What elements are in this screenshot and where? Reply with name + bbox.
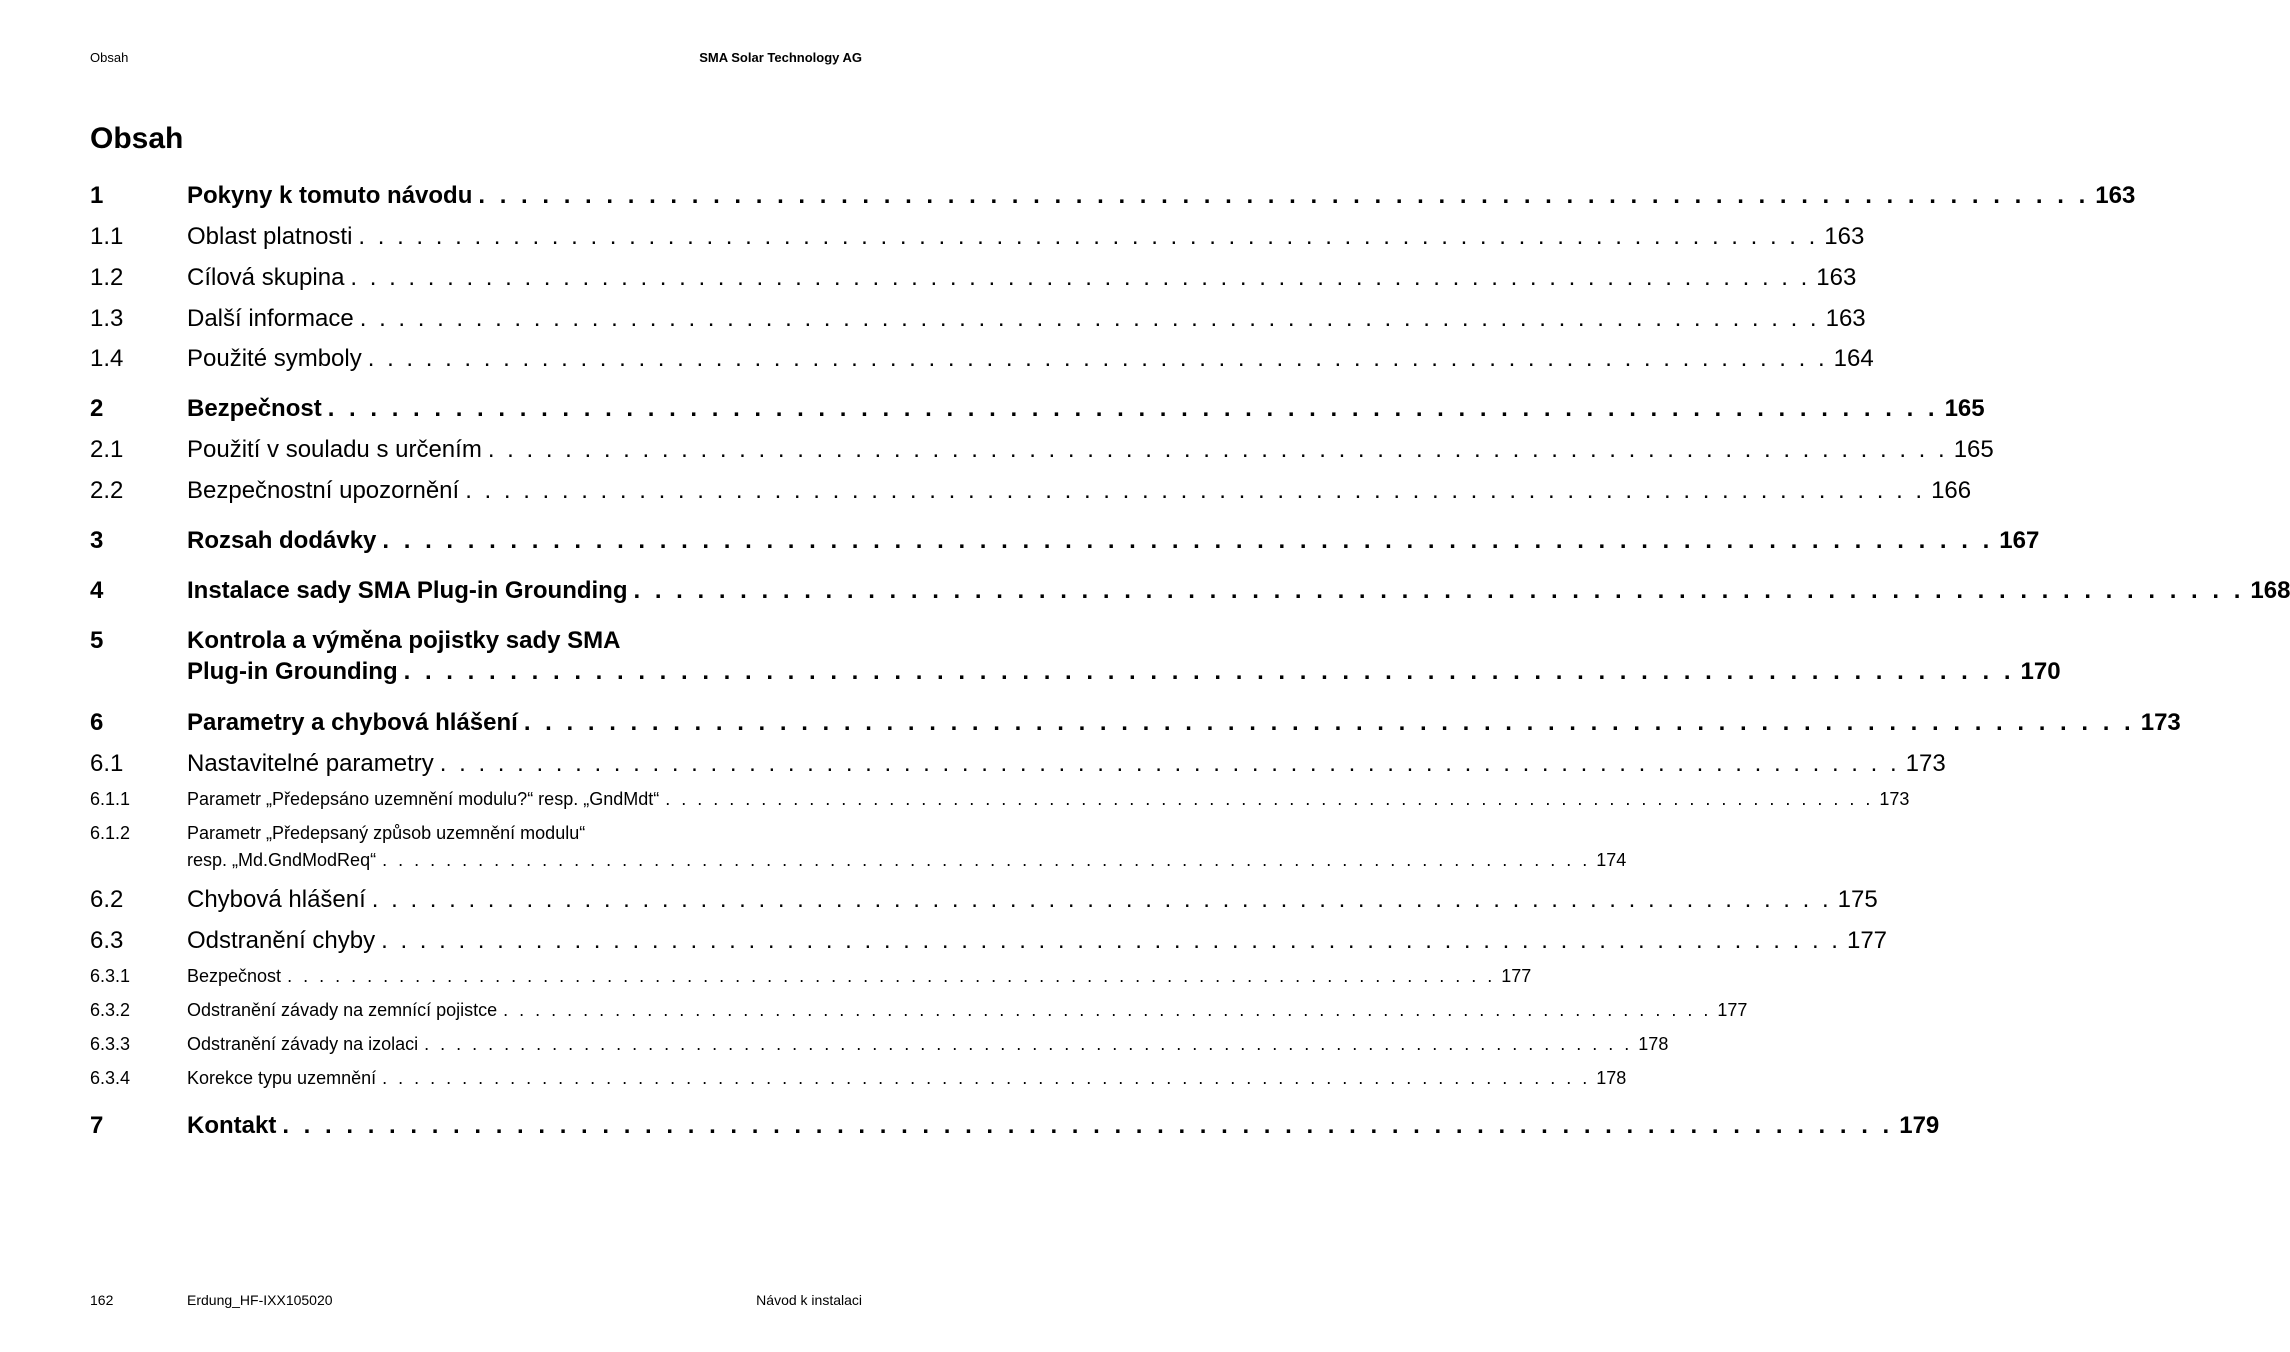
toc-number: 1 — [90, 182, 104, 209]
toc-page: 179 — [1899, 1112, 1940, 1139]
toc-number: 2.1 — [90, 436, 124, 463]
toc-number: 6.3 — [90, 927, 124, 954]
dot-leader: . . . . . . . . . . . . . . . . . . . . . . . . . . . . . . . . . . . . . . . . . . . . . . . . . . . . . . . . . . . . . . . . . . . . . . . . . . . . — [665, 789, 1874, 809]
toc-number: 7 — [90, 1112, 104, 1139]
toc-number: 1.3 — [90, 305, 124, 332]
toc-title: Nastavitelné parametry — [187, 750, 434, 777]
toc-number: 4 — [90, 577, 104, 604]
dot-leader: . . . . . . . . . . . . . . . . . . . . . . . . . . . . . . . . . . . . . . . . . . . . . . . . . . . . . . . . . . . . . . . . . . . . . . . . . . . . — [382, 850, 1591, 870]
toc-page: 173 — [1879, 789, 1910, 809]
toc-title: Bezpečnost — [187, 395, 322, 422]
toc-page: 173 — [2140, 709, 2181, 736]
toc-title: Použité symboly — [187, 345, 362, 372]
dot-leader: . . . . . . . . . . . . . . . . . . . . . . . . . . . . . . . . . . . . . . . . . . . . . . . . . . . . . . . . . . . . . . . . . . . . . . . . . . . . — [371, 886, 1832, 913]
toc-number: 5 — [90, 627, 104, 654]
toc-page: 163 — [2095, 182, 2136, 209]
toc-page: 178 — [1596, 1068, 1627, 1088]
toc-number: 1.4 — [90, 345, 124, 372]
document-id: Erdung_HF-IXX105020 — [187, 1292, 333, 1308]
toc-number: 6.2 — [90, 886, 124, 913]
dot-leader: . . . . . . . . . . . . . . . . . . . . . . . . . . . . . . . . . . . . . . . . . . . . . . . . . . . . . . . . . . . . . . . . . . . . . . . . . . . . — [327, 395, 1939, 422]
toc-page: 167 — [1999, 527, 2040, 554]
dot-leader: . . . . . . . . . . . . . . . . . . . . . . . . . . . . . . . . . . . . . . . . . . . . . . . . . . . . . . . . . . . . . . . . . . . . . . . . . . . . — [424, 1034, 1633, 1054]
dot-leader: . . . . . . . . . . . . . . . . . . . . . . . . . . . . . . . . . . . . . . . . . . . . . . . . . . . . . . . . . . . . . . . . . . . . . . . . . . . . — [287, 966, 1496, 986]
dot-leader: . . . . . . . . . . . . . . . . . . . . . . . . . . . . . . . . . . . . . . . . . . . . . . . . . . . . . . . . . . . . . . . . . . . . . . . . . . . . — [381, 927, 1841, 954]
toc-page: 165 — [1953, 436, 1994, 463]
toc-title-cont: resp. „Md.GndModReq“ — [187, 850, 377, 870]
dot-leader: . . . . . . . . . . . . . . . . . . . . . . . . . . . . . . . . . . . . . . . . . . . . . . . . . . . . . . . . . . . . . . . . . . . . . . . . . . . . — [633, 577, 2245, 604]
toc-number: 6.3.4 — [90, 1068, 131, 1088]
toc-title-cont: Plug-in Grounding — [187, 658, 398, 685]
page-number: 162 — [90, 1292, 114, 1308]
toc-page: 163 — [1825, 305, 1866, 332]
dot-leader: . . . . . . . . . . . . . . . . . . . . . . . . . . . . . . . . . . . . . . . . . . . . . . . . . . . . . . . . . . . . . . . . . . . . . . . . . . . . — [503, 1000, 1712, 1020]
toc-page: 165 — [1944, 395, 1985, 422]
toc-title: Použití v souladu s určením — [187, 436, 482, 463]
toc-title: Kontrola a výměna pojistky sady SMA — [187, 627, 621, 654]
toc-title: Cílová skupina — [187, 264, 345, 291]
toc-title: Korekce typu uzemnění — [187, 1068, 377, 1088]
dot-leader: . . . . . . . . . . . . . . . . . . . . . . . . . . . . . . . . . . . . . . . . . . . . . . . . . . . . . . . . . . . . . . . . . . . . . . . . . . . . — [282, 1112, 1894, 1139]
toc-number: 6.1.1 — [90, 789, 131, 809]
toc-page: 163 — [1824, 223, 1865, 250]
toc-title: Instalace sady SMA Plug-in Grounding — [187, 577, 628, 604]
toc-number: 1.2 — [90, 264, 124, 291]
toc-title: Chybová hlášení — [187, 886, 366, 913]
toc-number: 2 — [90, 395, 104, 422]
toc-page: 166 — [1931, 477, 1972, 504]
toc-number: 6.3.2 — [90, 1000, 131, 1020]
toc-title: Pokyny k tomuto návodu — [187, 182, 473, 209]
dot-leader: . . . . . . . . . . . . . . . . . . . . . . . . . . . . . . . . . . . . . . . . . . . . . . . . . . . . . . . . . . . . . . . . . . . . . . . . . . . . — [350, 264, 1811, 291]
toc-title: Bezpečnostní upozornění — [187, 477, 460, 504]
toc-title: Odstranění závady na zemnící pojistce — [187, 1000, 498, 1020]
toc-title: Parametr „Předepsaný způsob uzemnění modulu“ — [187, 823, 586, 843]
document-type: Návod k instalaci — [756, 1292, 862, 1308]
dot-leader: . . . . . . . . . . . . . . . . . . . . . . . . . . . . . . . . . . . . . . . . . . . . . . . . . . . . . . . . . . . . . . . . . . . . . . . . . . . . — [403, 658, 2015, 685]
toc-title: Kontakt — [187, 1112, 277, 1139]
toc-page: 178 — [1638, 1034, 1669, 1054]
toc-page: 177 — [1501, 966, 1532, 986]
toc-title: Odstranění závady na izolaci — [187, 1034, 419, 1054]
toc-page: 170 — [2020, 658, 2061, 685]
toc-title: Parametry a chybová hlášení — [187, 709, 518, 736]
header-section: Obsah — [90, 50, 129, 65]
dot-leader: . . . . . . . . . . . . . . . . . . . . . . . . . . . . . . . . . . . . . . . . . . . . . . . . . . . . . . . . . . . . . . . . . . . . . . . . . . . . — [523, 709, 2135, 736]
toc-title: Oblast platnosti — [187, 223, 353, 250]
dot-leader: . . . . . . . . . . . . . . . . . . . . . . . . . . . . . . . . . . . . . . . . . . . . . . . . . . . . . . . . . . . . . . . . . . . . . . . . . . . . — [358, 223, 1819, 250]
toc-title: Další informace — [187, 305, 354, 332]
toc-page: 177 — [1846, 927, 1888, 954]
table-of-contents — [90, 0, 2290, 1352]
toc-title: Odstranění chyby — [187, 927, 376, 954]
toc-number: 1.1 — [90, 223, 124, 250]
dot-leader: . . . . . . . . . . . . . . . . . . . . . . . . . . . . . . . . . . . . . . . . . . . . . . . . . . . . . . . . . . . . . . . . . . . . . . . . . . . . — [439, 750, 1900, 777]
page-title: Obsah — [90, 122, 184, 155]
dot-leader: . . . . . . . . . . . . . . . . . . . . . . . . . . . . . . . . . . . . . . . . . . . . . . . . . . . . . . . . . . . . . . . . . . . . . . . . . . . . — [359, 305, 1820, 332]
toc-title: Parametr „Předepsáno uzemnění modulu?“ resp. „GndMdt“ — [187, 789, 660, 809]
toc-page: 164 — [1833, 345, 1874, 372]
toc-number: 6.3.3 — [90, 1034, 131, 1054]
toc-title: Bezpečnost — [187, 966, 282, 986]
header-company: SMA Solar Technology AG — [699, 50, 862, 65]
toc-number: 6.1.2 — [90, 823, 131, 843]
toc-number: 6 — [90, 709, 104, 736]
toc-page: 175 — [1837, 886, 1878, 913]
dot-leader: . . . . . . . . . . . . . . . . . . . . . . . . . . . . . . . . . . . . . . . . . . . . . . . . . . . . . . . . . . . . . . . . . . . . . . . . . . . . — [465, 477, 1926, 504]
toc-number: 6.3.1 — [90, 966, 131, 986]
toc-page: 177 — [1717, 1000, 1748, 1020]
toc-number: 2.2 — [90, 477, 124, 504]
toc-page: 173 — [1905, 750, 1946, 777]
toc-page: 174 — [1596, 850, 1627, 870]
dot-leader: . . . . . . . . . . . . . . . . . . . . . . . . . . . . . . . . . . . . . . . . . . . . . . . . . . . . . . . . . . . . . . . . . . . . . . . . . . . . — [382, 527, 1994, 554]
dot-leader: . . . . . . . . . . . . . . . . . . . . . . . . . . . . . . . . . . . . . . . . . . . . . . . . . . . . . . . . . . . . . . . . . . . . . . . . . . . . — [367, 345, 1828, 372]
dot-leader: . . . . . . . . . . . . . . . . . . . . . . . . . . . . . . . . . . . . . . . . . . . . . . . . . . . . . . . . . . . . . . . . . . . . . . . . . . . . — [382, 1068, 1591, 1088]
toc-number: 3 — [90, 527, 104, 554]
toc-page: 163 — [1816, 264, 1857, 291]
dot-leader: . . . . . . . . . . . . . . . . . . . . . . . . . . . . . . . . . . . . . . . . . . . . . . . . . . . . . . . . . . . . . . . . . . . . . . . . . . . . — [478, 182, 2090, 209]
toc-page: 168 — [2250, 577, 2290, 604]
dot-leader: . . . . . . . . . . . . . . . . . . . . . . . . . . . . . . . . . . . . . . . . . . . . . . . . . . . . . . . . . . . . . . . . . . . . . . . . . . . . — [487, 436, 1948, 463]
toc-number: 6.1 — [90, 750, 124, 777]
toc-title: Rozsah dodávky — [187, 527, 377, 554]
